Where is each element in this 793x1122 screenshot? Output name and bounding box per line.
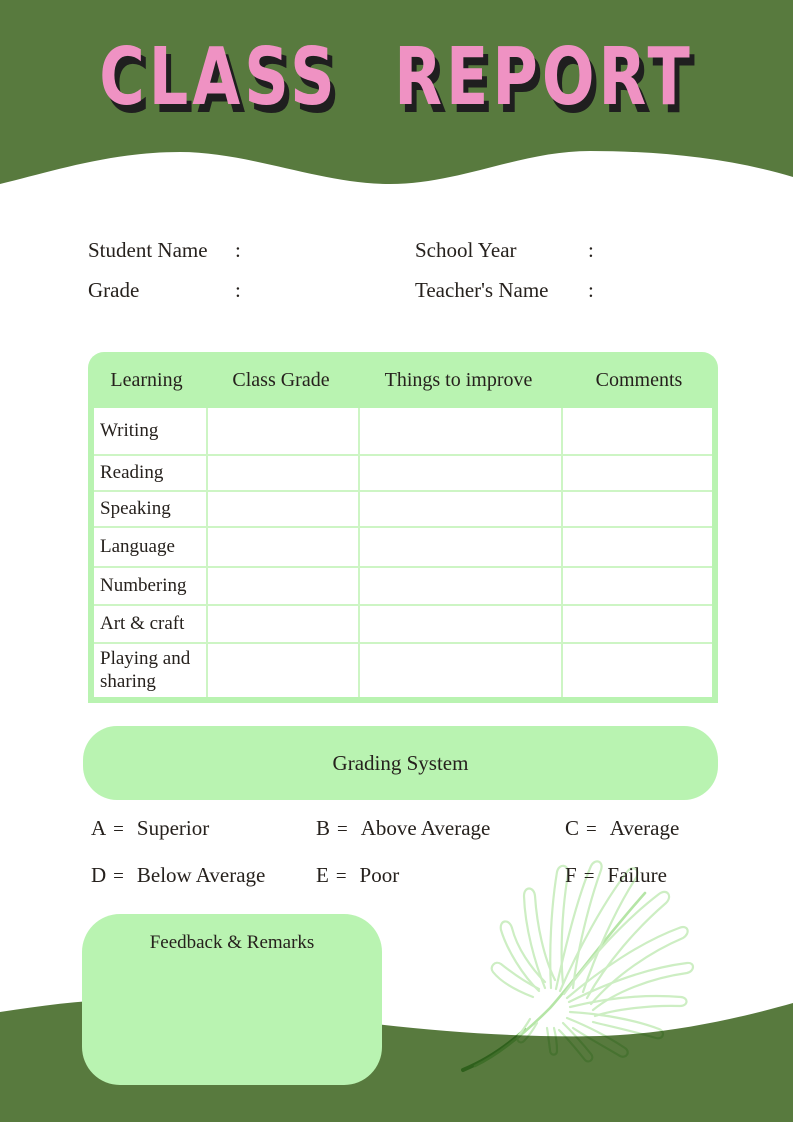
legend-item-d xyxy=(91,863,316,901)
class-grade-cell[interactable] xyxy=(206,492,358,526)
teacher-name-field xyxy=(415,276,718,304)
things-to-improve-cell[interactable] xyxy=(358,408,561,454)
student-name-field xyxy=(88,236,415,264)
legend-item-f xyxy=(565,863,721,901)
class-grade-cell[interactable] xyxy=(206,606,358,642)
feedback-remarks-box xyxy=(82,914,382,1085)
things-to-improve-cell[interactable] xyxy=(358,644,561,697)
subject-label: Art & craft xyxy=(100,612,185,634)
comments-cell[interactable] xyxy=(561,606,712,642)
legend-letter: D xyxy=(91,863,107,887)
subject-label: Language xyxy=(100,535,175,557)
class-grade-cell[interactable] xyxy=(206,456,358,490)
school-year-value[interactable] xyxy=(602,236,718,264)
things-to-improve-cell[interactable] xyxy=(358,606,561,642)
subject-label: Writing xyxy=(100,419,159,441)
grade-colon: : xyxy=(235,277,241,302)
comments-cell[interactable] xyxy=(561,492,712,526)
header-learning: Learning xyxy=(110,368,183,391)
subject-label: Playing and sharing xyxy=(100,647,191,692)
table-row-playing-sharing xyxy=(94,642,712,697)
legend-letter: B xyxy=(316,816,331,840)
legend-item-a xyxy=(91,816,316,854)
teacher-name-colon: : xyxy=(588,277,594,302)
school-year-field xyxy=(415,236,718,264)
grade-field xyxy=(88,276,415,304)
legend-letter: C xyxy=(565,816,580,840)
student-name-value[interactable] xyxy=(249,236,415,264)
student-name-colon: : xyxy=(235,237,241,262)
comments-cell[interactable] xyxy=(561,456,712,490)
equals-sign: = xyxy=(335,866,347,887)
school-year-label: School Year xyxy=(415,237,517,262)
subject-label: Speaking xyxy=(100,497,171,519)
table-row-speaking xyxy=(94,490,712,526)
class-grade-cell[interactable] xyxy=(206,408,358,454)
equals-sign: = xyxy=(113,866,124,887)
table-row-art-craft xyxy=(94,604,712,642)
class-grade-cell[interactable] xyxy=(206,528,358,566)
school-year-colon: : xyxy=(588,237,594,262)
class-grade-cell[interactable] xyxy=(206,568,358,604)
table-body xyxy=(88,408,718,703)
grade-value[interactable] xyxy=(249,276,415,304)
teacher-name-label: Teacher's Name xyxy=(415,277,549,302)
learning-table xyxy=(88,352,718,703)
comments-cell[interactable] xyxy=(561,528,712,566)
legend-label: Failure xyxy=(607,863,667,887)
feedback-remarks-title: Feedback & Remarks xyxy=(149,932,315,953)
student-info-row xyxy=(88,270,718,310)
legend-label: Superior xyxy=(136,816,210,840)
legend-letter: F xyxy=(565,863,577,887)
feedback-remarks-area[interactable] xyxy=(82,954,382,1064)
header-things-to-improve: Things to improve xyxy=(384,368,533,391)
top-banner xyxy=(0,0,793,190)
equals-sign: = xyxy=(337,819,348,840)
things-to-improve-cell[interactable] xyxy=(358,492,561,526)
equals-sign: = xyxy=(586,819,597,840)
comments-cell[interactable] xyxy=(561,568,712,604)
grading-system-title: Grading System xyxy=(332,750,469,775)
legend-label: Poor xyxy=(359,863,400,887)
grading-legend xyxy=(91,816,721,901)
student-name-label: Student Name xyxy=(88,237,208,262)
subject-label: Numbering xyxy=(100,574,187,596)
student-info-section xyxy=(88,230,718,310)
things-to-improve-cell[interactable] xyxy=(358,568,561,604)
class-grade-cell[interactable] xyxy=(206,644,358,697)
table-header-row xyxy=(88,352,718,408)
comments-cell[interactable] xyxy=(561,644,712,697)
legend-label: Below Average xyxy=(136,863,266,887)
grade-label: Grade xyxy=(88,277,140,302)
equals-sign: = xyxy=(113,819,124,840)
comments-cell[interactable] xyxy=(561,408,712,454)
grading-system-banner xyxy=(83,726,718,800)
table-row-numbering xyxy=(94,566,712,604)
legend-item-b xyxy=(316,816,565,854)
equals-sign: = xyxy=(583,866,595,887)
legend-label: Above Average xyxy=(360,816,491,840)
header-comments: Comments xyxy=(595,368,683,391)
teacher-name-value[interactable] xyxy=(602,276,718,304)
things-to-improve-cell[interactable] xyxy=(358,528,561,566)
legend-letter: E xyxy=(316,863,329,887)
subject-label: Reading xyxy=(100,461,164,483)
table-row-language xyxy=(94,526,712,566)
legend-letter: A xyxy=(91,816,107,840)
student-info-row xyxy=(88,230,718,270)
legend-item-e xyxy=(316,863,565,901)
things-to-improve-cell[interactable] xyxy=(358,456,561,490)
header-class-grade: Class Grade xyxy=(232,368,330,391)
table-row-reading xyxy=(94,454,712,490)
legend-item-c xyxy=(565,816,721,854)
page-title: CLASS REPORT xyxy=(99,30,694,124)
legend-label: Average xyxy=(609,816,680,840)
table-row-writing xyxy=(94,408,712,454)
